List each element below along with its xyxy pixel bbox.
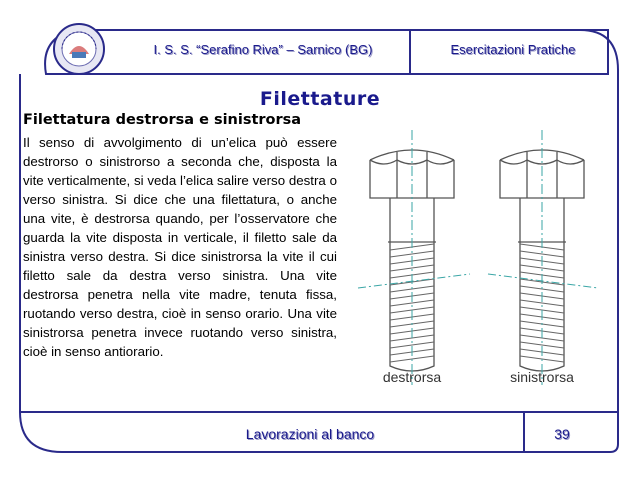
screw-thread-illustration [352, 120, 600, 400]
section-subtitle: Filettatura destrorsa e sinistrorsa [23, 112, 302, 128]
footer-section: Lavorazioni al banco [245, 426, 375, 442]
school-logo-icon [52, 22, 106, 76]
course-name: Esercitazioni Pratiche [450, 42, 576, 57]
page-number: 39 [554, 426, 570, 442]
body-text: Il senso di avvolgimento di un’elica può essere destrorso o sinistrorso a seconda che, disposta la vite verticalmente, si veda l’elica salire verso destra o verso sinistra. Si dice che una filettatura, o anche una vite, è destrorsa quando, per l’osservatore che guarda la vite disposta in verticale, il filetto sale da sinistra verso destra. Si dice sinistrorsa la vite il cui filetto sale da destra verso sinistra. Una vite destrorsa penetra nella vite madre, tenuta fissa, ruotando verso destra, cioè in senso orario. Una vite sinistrorsa penetra invece ruotando verso sinistra, cioè in senso antiorario. [23, 135, 337, 359]
label-sinistrorsa: sinistrorsa [510, 369, 574, 385]
label-destrorsa: destrorsa [382, 369, 442, 385]
page-title: Filettature [259, 88, 381, 110]
school-name: I. S. S. “Serafino Riva” – Sarnico (BG) [153, 42, 373, 57]
